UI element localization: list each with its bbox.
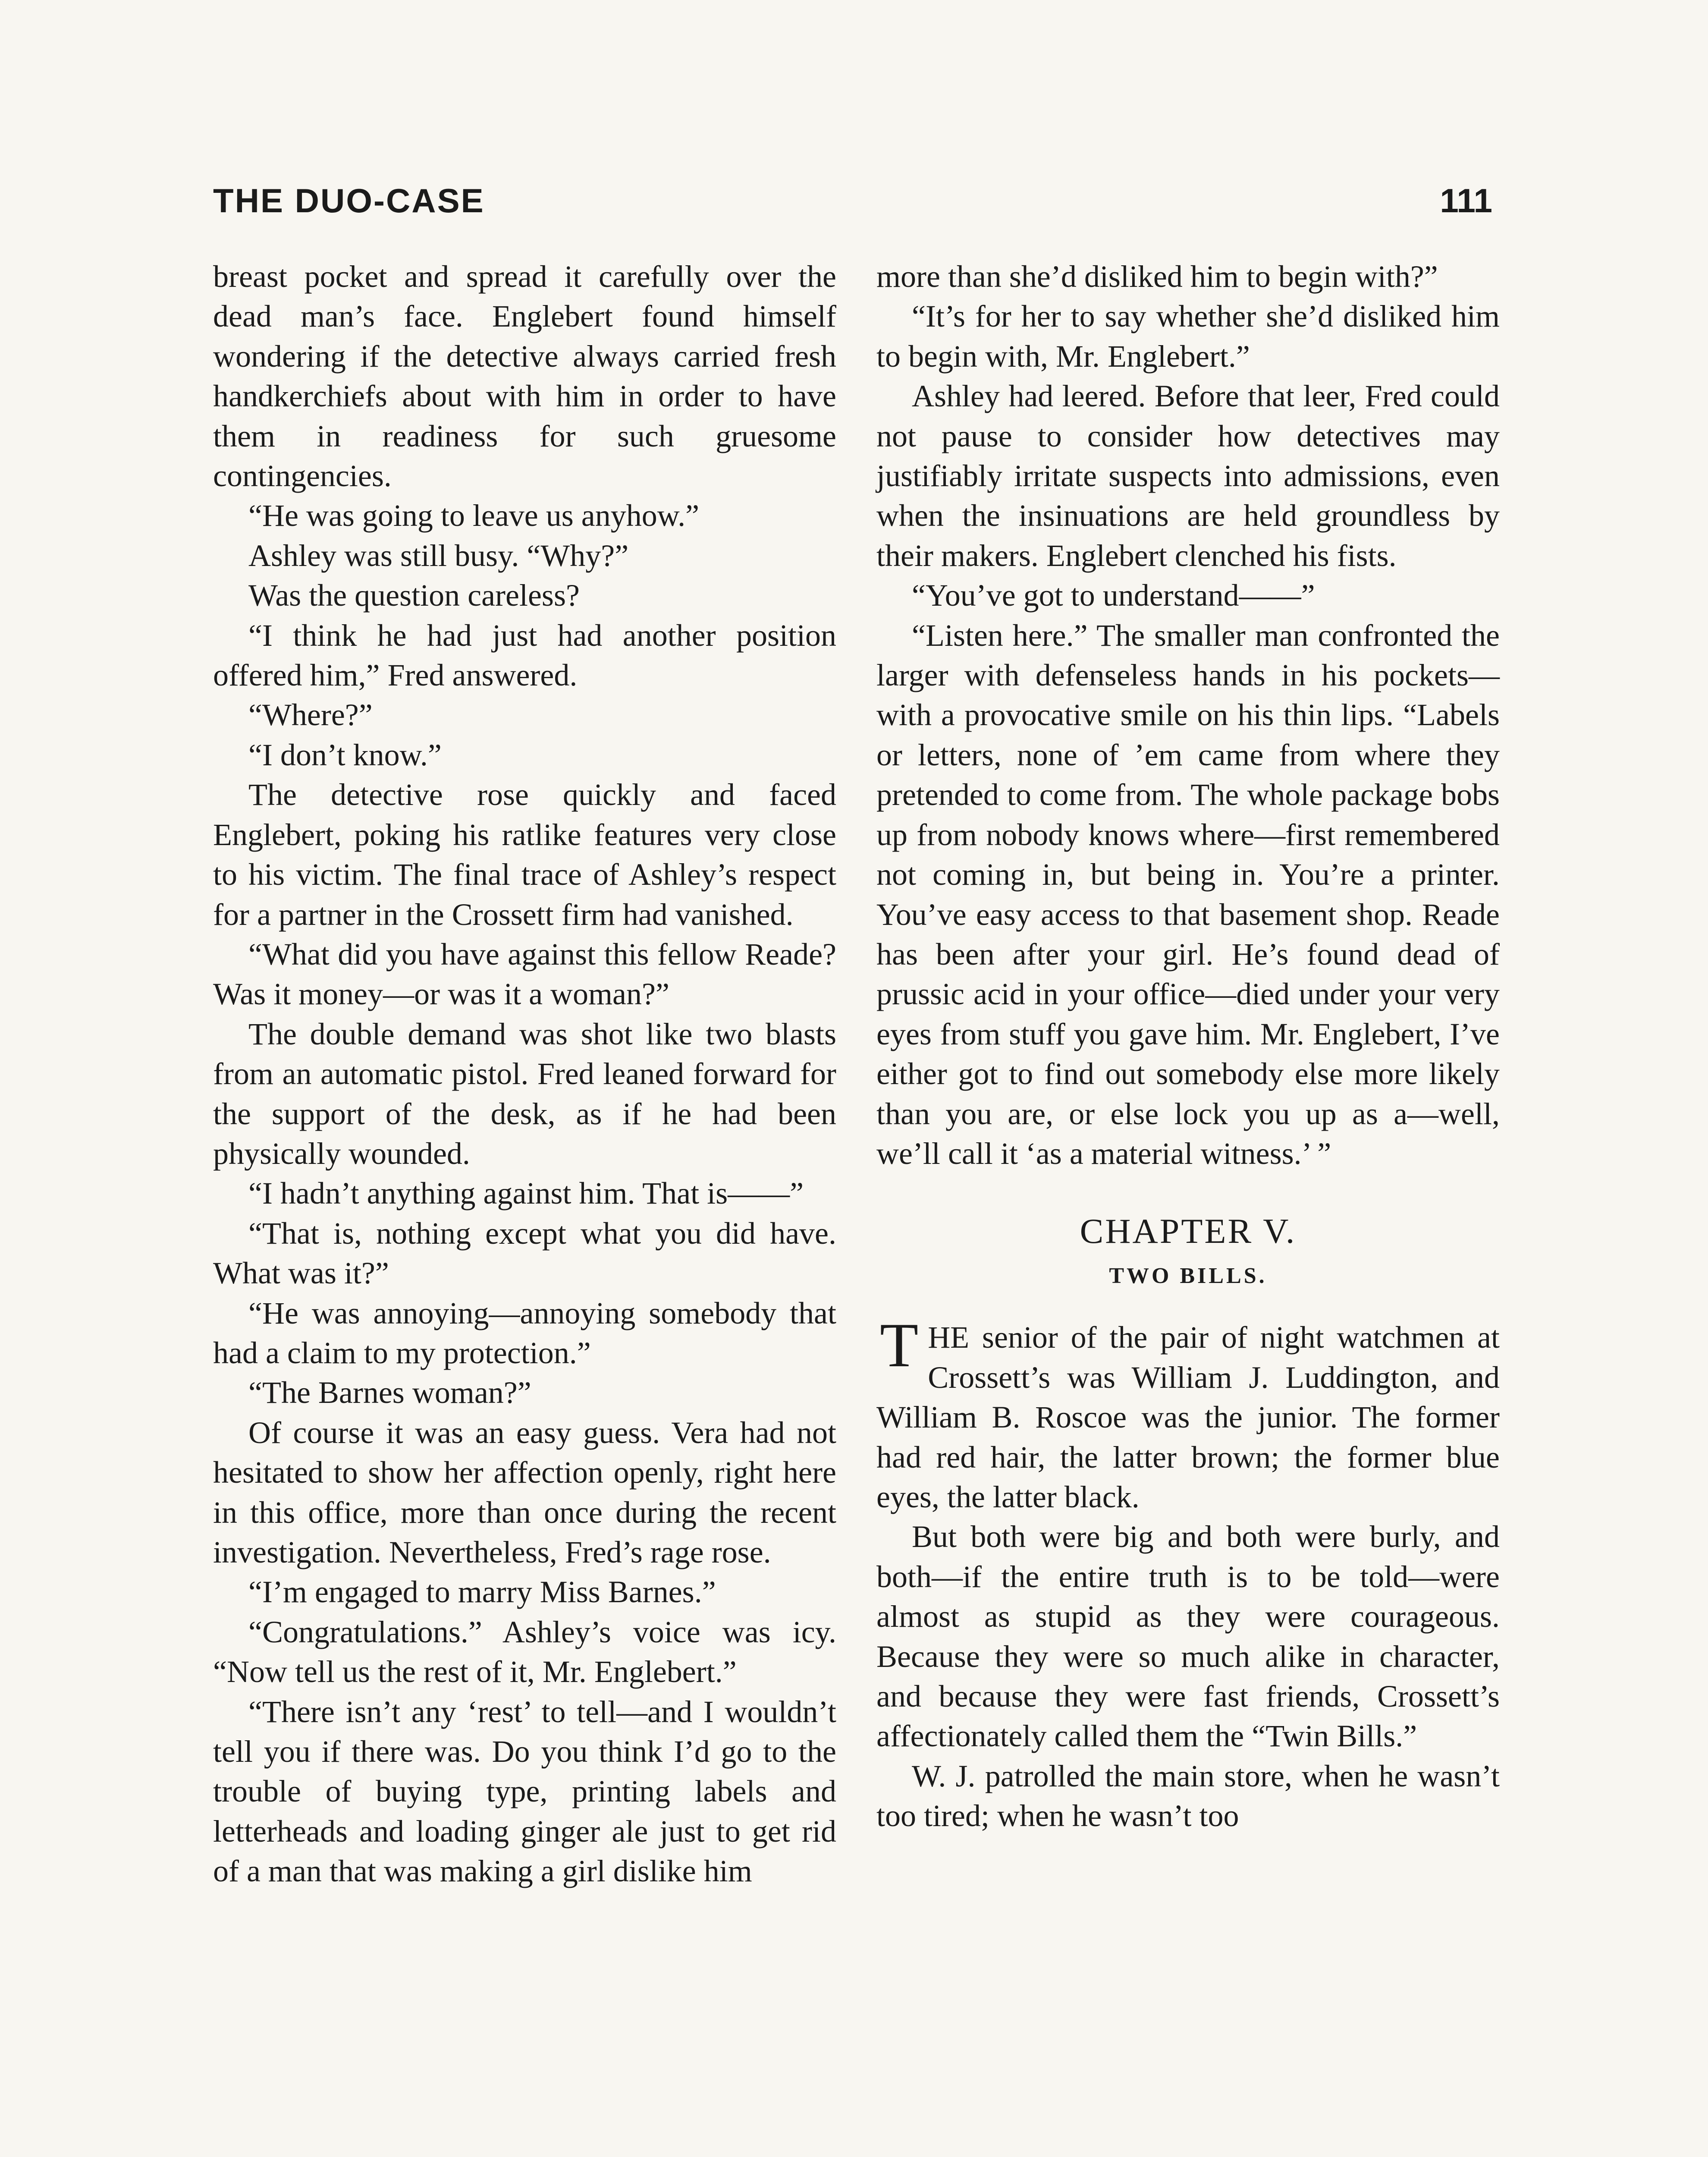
paragraph: “He was going to leave us anyhow.” xyxy=(248,498,700,533)
paragraph: “I think he had just had another position offered him,” Fred answered. xyxy=(213,618,836,693)
paragraph: “There isn’t any ‘rest’ to tell—and I wouldn’t tell you if there was. Do you think I’d go to the trouble of buying type, printing labels and letterheads and loading ginger ale just to get rid of a man that was making a girl dislike him xyxy=(213,1694,836,1889)
drop-cap: T xyxy=(880,1310,919,1380)
paragraph: “Listen here.” The smaller man confronted the larger with defenseless hands in his pockets—with a provocative smile on his thin lips. “Labels or letters, none of ’em came from where they pretended to come from. The whole package bobs up from nobody knows where—first remembered not coming in, but being in. You’re a printer. You’ve easy access to that basement shop. Reade has been after your girl. He’s found dead of prussic acid in your office—died under your very eyes from stuff you gave him. Mr. Englebert, I’ve either got to find out somebody else more likely than you are, or else lock you up as a—well, we’ll call it ‘as a material witness.’ ” xyxy=(876,618,1500,1171)
paragraph: “What did you have against this fellow Reade? Was it money—or was it a woman?” xyxy=(213,937,836,1012)
chapter-title: CHAPTER V. xyxy=(1080,1211,1297,1251)
paragraph: But both were big and both were burly, and both—if the entire truth is to be told—were almost as stupid as they were courageous. Because they were so much alike in character, and because they were fast friends, Crossett’s affectionately called them the “Twin Bills.” xyxy=(876,1519,1500,1754)
paragraph: The detective rose quickly and faced Englebert, poking his ratlike features very close to his victim. The final trace of Ashley’s respect for a partner in the Crossett firm had vanished. xyxy=(213,777,836,932)
paragraph: “Where?” xyxy=(248,698,373,733)
paragraph: Ashley was still busy. “Why?” xyxy=(248,538,629,573)
paragraph: The double demand was shot like two blasts from an automatic pistol. Fred leaned forward for the support of the desk, as if he had been physically wounded. xyxy=(213,1016,836,1171)
paragraph: W. J. patrolled the main store, when he wasn’t too tired; when he wasn’t too xyxy=(876,1758,1500,1833)
paragraph: Was the question careless? xyxy=(248,578,580,613)
paragraph: “I hadn’t anything against him. That is——” xyxy=(248,1176,804,1211)
chapter-subtitle: TWO BILLS. xyxy=(1109,1264,1267,1289)
paragraph: “I don’t know.” xyxy=(248,737,442,772)
paragraph: “I’m engaged to marry Miss Barnes.” xyxy=(248,1575,716,1610)
paragraph: “Congratulations.” Ashley’s voice was icy. “Now tell us the rest of it, Mr. Englebert.” xyxy=(213,1614,836,1689)
paragraph: breast pocket and spread it carefully over the dead man’s face. Englebert found himself wondering if the detective always carried fresh handkerchiefs about with him in order to have them in readiness for such gruesome contingencies. xyxy=(213,259,836,494)
paragraph: Ashley had leered. Before that leer, Fred could not pause to consider how detectives may justifiably irritate suspects into admissions, even when the insinuations are held groundless by their makers. Englebert clenched his fists. xyxy=(876,379,1500,573)
paragraph: more than she’d disliked him to begin with?” xyxy=(876,259,1438,294)
right-column xyxy=(876,257,1500,1836)
paragraph: “You’ve got to understand——” xyxy=(912,578,1315,613)
left-column xyxy=(213,257,836,1891)
paragraph: “That is, nothing except what you did have. What was it?” xyxy=(213,1216,836,1291)
chapter-first-paragraph xyxy=(876,1310,1500,1517)
first-paragraph-text: HE senior of the pair of night watchmen at Crossett’s was William J. Luddington, and William B. Roscoe was the junior. The former had red hair, the latter brown; the former blue eyes, the latter black. xyxy=(876,1320,1500,1514)
paragraph: “The Barnes woman?” xyxy=(248,1375,531,1410)
running-head-title: THE DUO-CASE xyxy=(213,182,485,220)
page-number: 111 xyxy=(1440,182,1492,220)
paragraph: “It’s for her to say whether she’d disliked him to begin with, Mr. Englebert.” xyxy=(876,299,1500,374)
paragraph: Of course it was an easy guess. Vera had not hesitated to show her affection openly, right here in this office, more than once during the recent investigation. Nevertheless, Fred’s rage rose. xyxy=(213,1415,836,1569)
paragraph: “He was annoying—annoying somebody that had a claim to my protection.” xyxy=(213,1295,836,1370)
